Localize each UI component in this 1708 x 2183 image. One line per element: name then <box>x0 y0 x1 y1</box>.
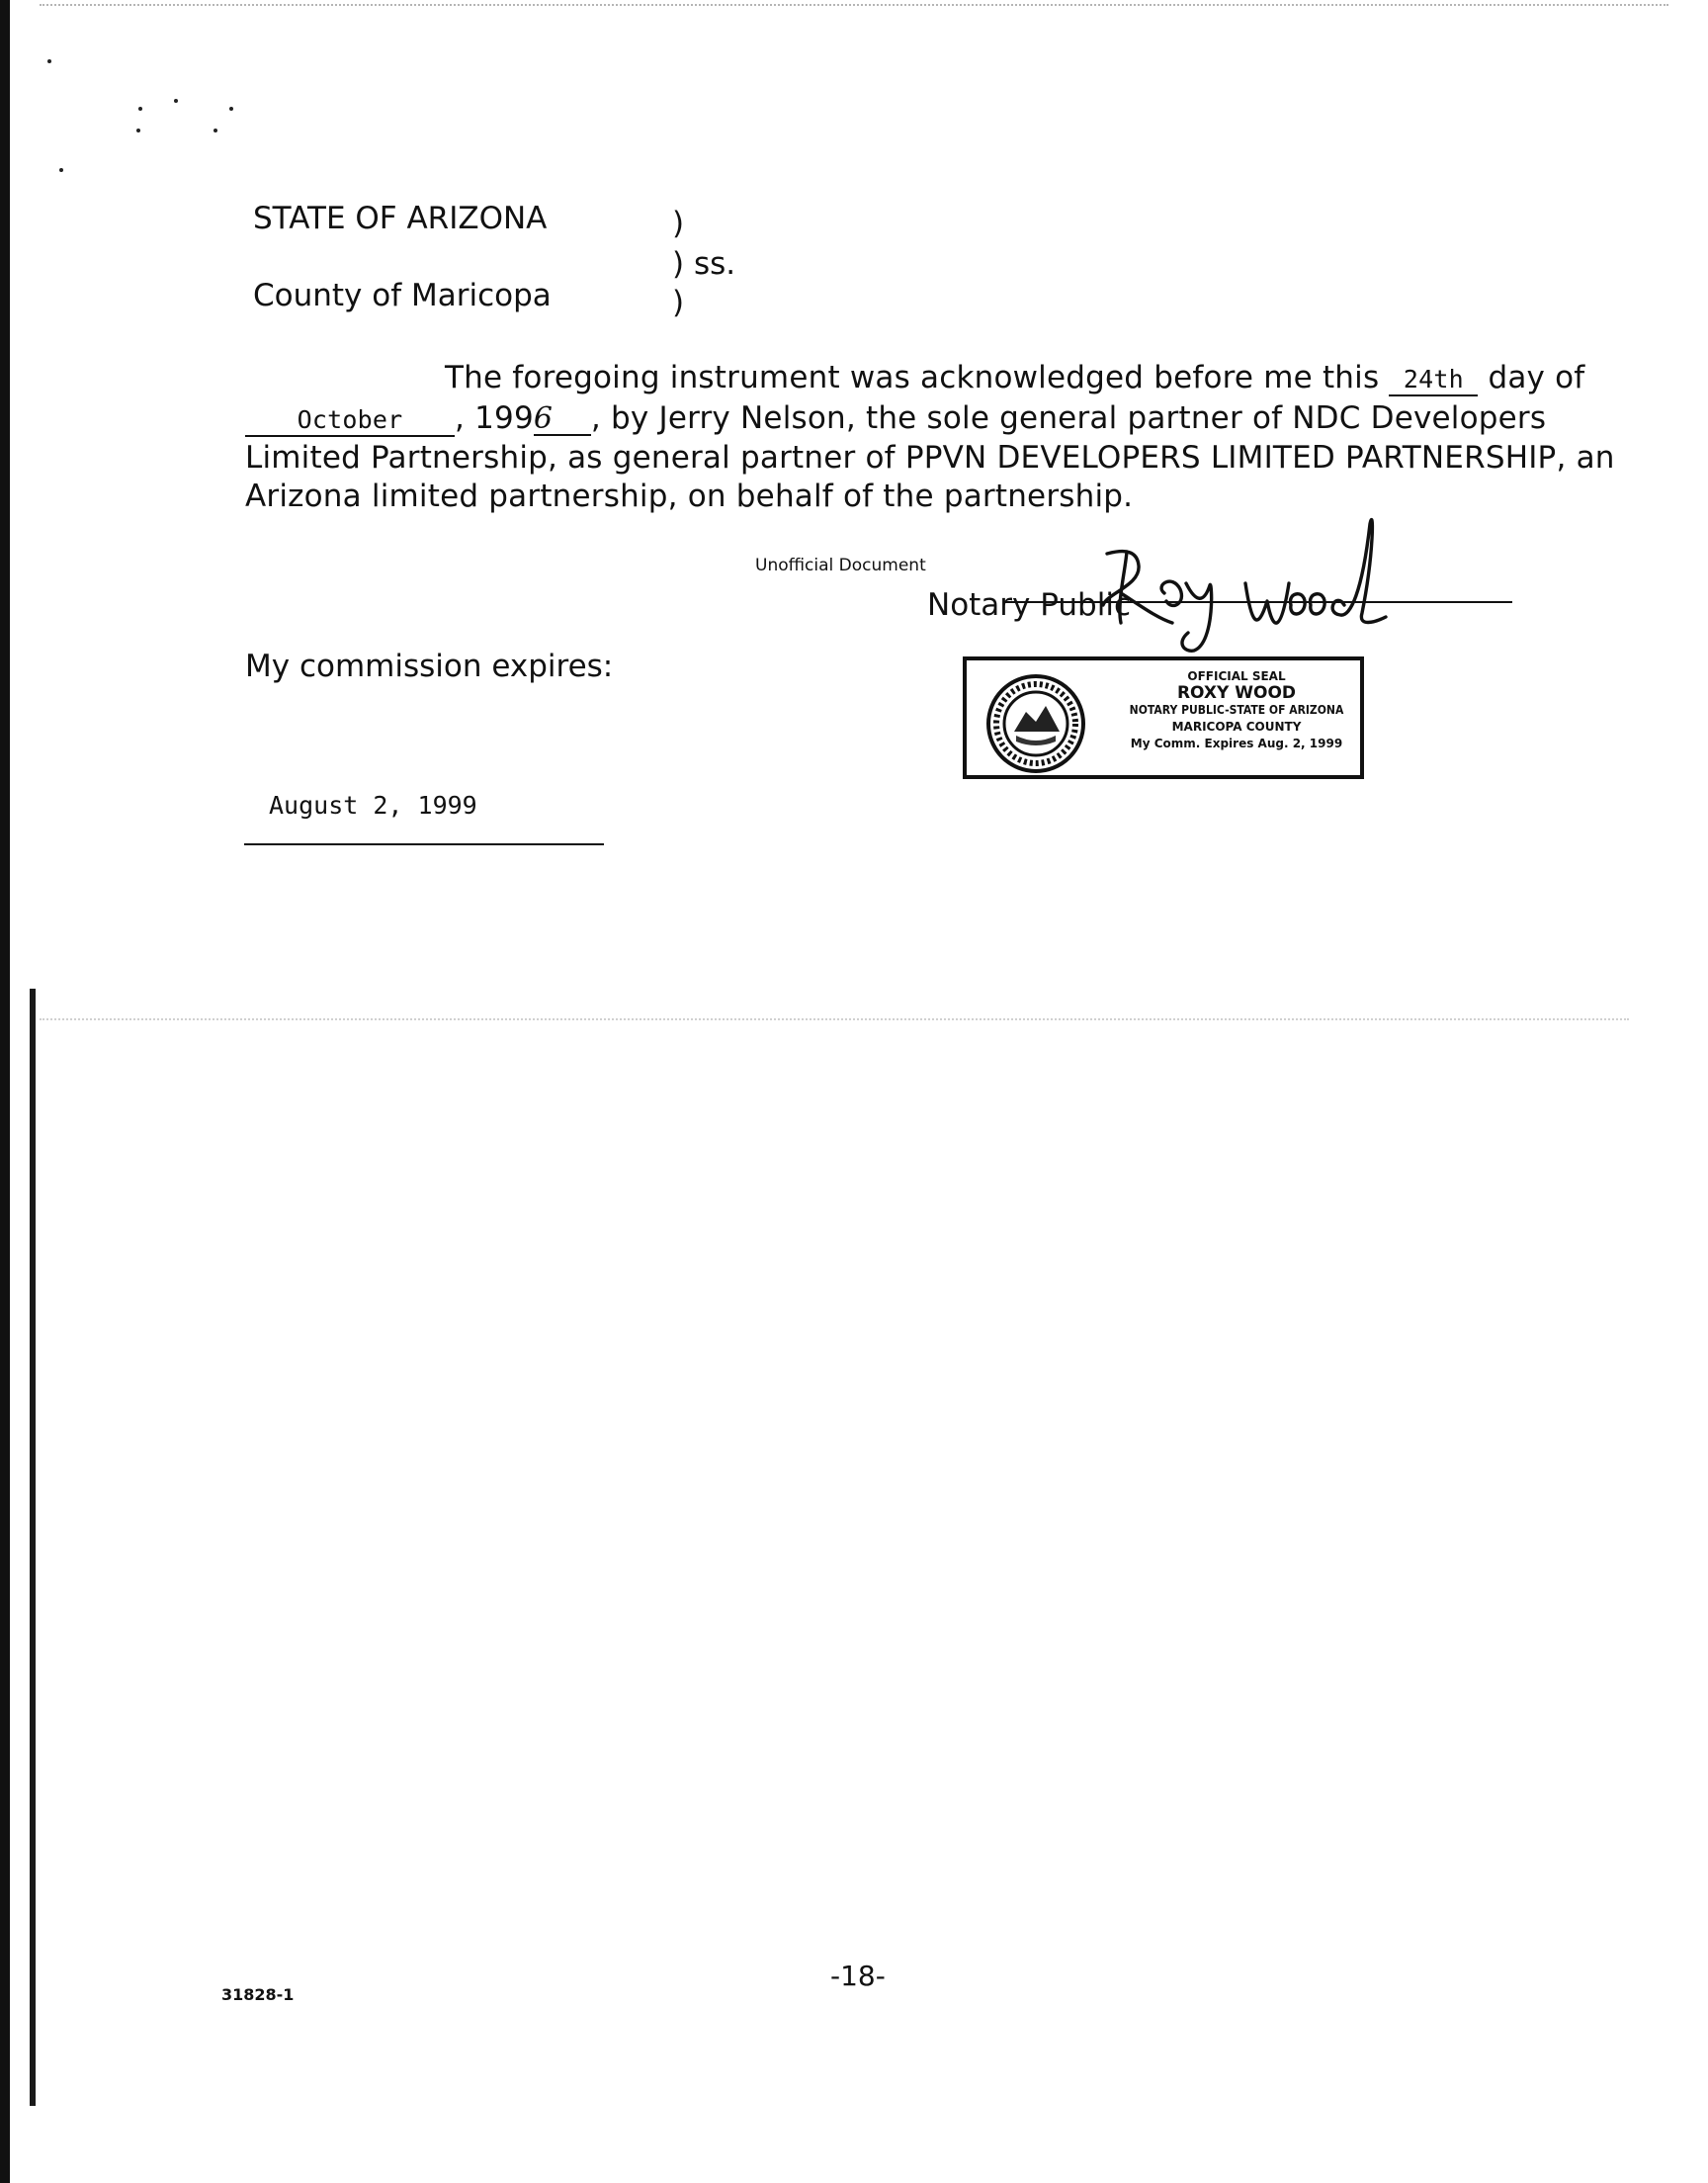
ack-line-1 <box>445 360 1584 396</box>
notary-public-label: Notary Public <box>927 587 1131 623</box>
seal-name: ROXY WOOD <box>1176 683 1297 703</box>
commission-label: My commission expires: <box>245 649 614 684</box>
unofficial-watermark: Unofficial Document <box>755 556 926 575</box>
venue-paren-ss: ) ss. <box>672 246 736 282</box>
scan-speck <box>136 129 140 132</box>
seal-expiry: My Comm. Expires Aug. 2, 1999 <box>1130 737 1343 750</box>
county-heading: County of Maricopa <box>253 278 552 313</box>
day-blank: 24th <box>1389 365 1478 396</box>
page-number: -18- <box>830 1960 886 1992</box>
venue-paren-top: ) <box>672 206 685 241</box>
scan-speck <box>59 168 63 172</box>
scan-speck <box>214 129 217 132</box>
ack-line-4: Arizona limited partnership, on behalf of the partnership. <box>245 479 1134 514</box>
scan-speck <box>174 99 178 103</box>
year-blank: 6 <box>534 404 591 436</box>
notary-signature <box>1077 494 1413 653</box>
scan-border-left-inner <box>30 989 36 2106</box>
venue-paren-bottom: ) <box>672 285 685 320</box>
commission-date: August 2, 1999 <box>269 791 477 820</box>
seal-county: MARICOPA COUNTY <box>1171 720 1302 734</box>
scan-speck <box>229 107 233 111</box>
official-seal-stamp <box>963 656 1364 779</box>
year-prefix: , 199 <box>455 400 534 436</box>
scan-noise-middle <box>40 1018 1629 1020</box>
ack-line-2 <box>245 400 1546 437</box>
seal-title: OFFICIAL SEAL <box>1187 669 1286 683</box>
state-seal-emblem <box>984 672 1087 775</box>
seal-line-3: NOTARY PUBLIC-STATE OF ARIZONA <box>1129 703 1344 717</box>
scan-speck <box>138 107 142 111</box>
ack-line-2-suffix: , by Jerry Nelson, the sole general partner of NDC Developers <box>590 400 1547 436</box>
scan-border-left <box>0 0 10 2183</box>
commission-line <box>244 843 604 845</box>
ack-line-3: Limited Partnership, as general partner of PPVN DEVELOPERS LIMITED PARTNERSHIP, an <box>245 440 1615 476</box>
ack-line-1-suffix: day of <box>1488 360 1585 395</box>
seal-text-block <box>1113 668 1360 752</box>
ack-line-1-text: The foregoing instrument was acknowledged before me this <box>445 360 1380 395</box>
scan-speck <box>47 59 51 63</box>
document-id: 31828-1 <box>221 1985 295 2004</box>
scan-noise-top <box>40 4 1668 6</box>
month-blank: October <box>245 405 455 437</box>
state-heading: STATE OF ARIZONA <box>253 201 548 236</box>
